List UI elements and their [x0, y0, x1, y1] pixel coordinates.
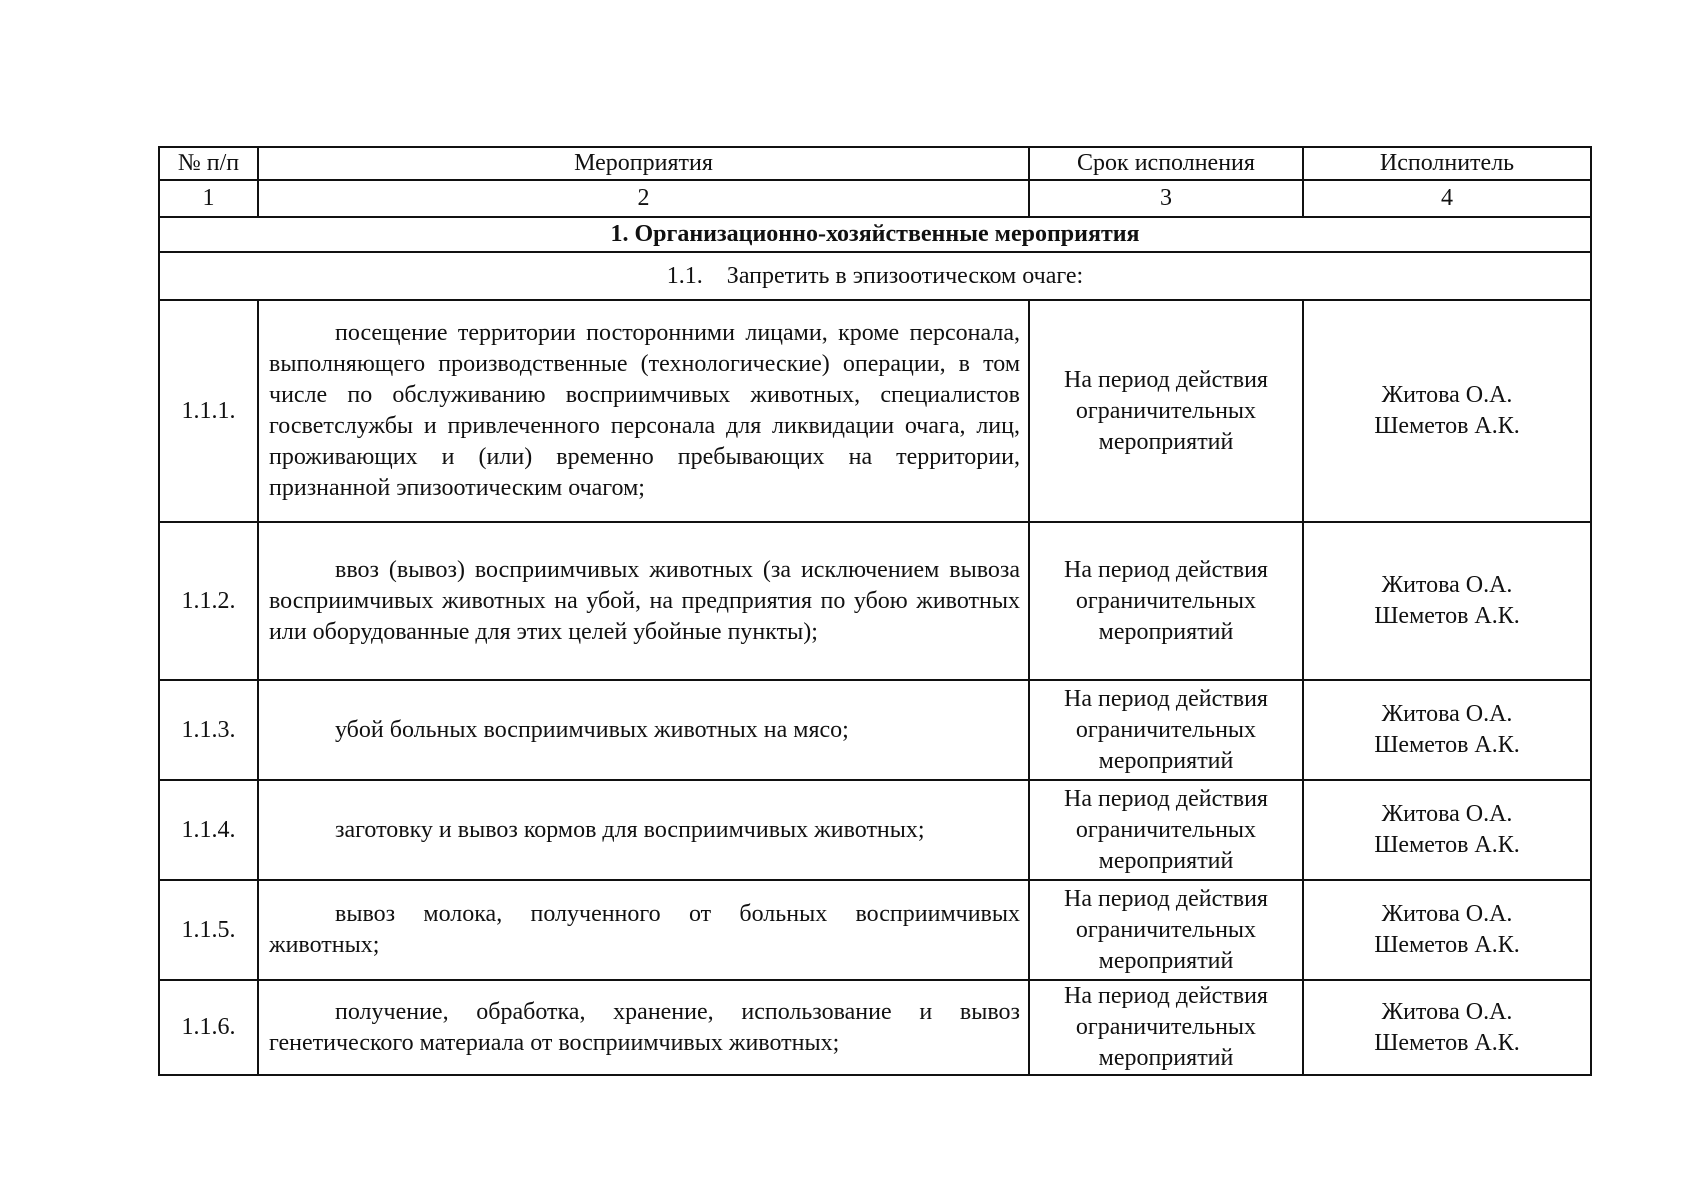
term-line: ограничительных [1075, 816, 1257, 843]
measure-text: получение, обработка, хранение, использование и вывоз генетического материала от восприимчивых животных; [269, 998, 1020, 1056]
column-number: 3 [1029, 180, 1303, 217]
term-line: ограничительных [1075, 397, 1257, 424]
term-line: На период действия [1064, 556, 1268, 583]
header-term: Срок исполнения [1029, 147, 1303, 180]
term-line: ограничительных [1075, 1014, 1257, 1040]
measure-text: ввоз (вывоз) восприимчивых животных (за исключением вывоза восприимчивых животных на убой, на предприятия по убою животных или оборудованные для этих целей убойные пункты); [269, 556, 1020, 645]
header-executor: Исполнитель [1303, 147, 1591, 180]
executor-name: Шеметов А.К. [1374, 732, 1520, 758]
term-cell [1029, 780, 1303, 880]
term-line: мероприятий [1098, 947, 1234, 974]
term-line: ограничительных [1075, 916, 1257, 943]
subsection-row [159, 252, 1591, 300]
executor-name: Шеметов А.К. [1374, 413, 1520, 439]
term-cell [1029, 300, 1303, 522]
term-line: ограничительных [1075, 716, 1257, 743]
term-line: мероприятий [1098, 618, 1234, 645]
executor-cell [1303, 680, 1591, 780]
executor-name: Шеметов А.К. [1374, 1029, 1520, 1056]
measure-description [258, 300, 1029, 522]
executor-cell [1303, 880, 1591, 980]
table-row [159, 680, 1591, 780]
executor-name: Житова О.А. [1381, 801, 1513, 827]
term-line: На период действия [1064, 785, 1268, 812]
term-line: мероприятий [1098, 847, 1234, 874]
measure-description [258, 522, 1029, 680]
term-line: мероприятий [1098, 1045, 1234, 1071]
measure-text: убой больных восприимчивых животных на мясо; [335, 716, 849, 743]
section-title: 1. Организационно-хозяйственные мероприятия [159, 217, 1591, 252]
measure-description [258, 780, 1029, 880]
table-row [159, 522, 1591, 680]
executor-cell [1303, 980, 1591, 1075]
row-number: 1.1.6. [159, 980, 258, 1075]
term-line: На период действия [1064, 983, 1268, 1009]
executor-name: Житова О.А. [1381, 901, 1513, 927]
header-number: № п/п [159, 147, 258, 180]
term-line: мероприятий [1098, 428, 1234, 455]
measure-text: посещение территории посторонними лицами, кроме персонала, выполняющего производственные (технологические) операции, в том числе по обслуживанию восприимчивых животных, специалистов госветслужбы и привлеченного персонала для ликвидации очага, лиц, проживающих и (или) временно пребывающих на территории, признанной эпизоотическим очагом; [269, 320, 1020, 501]
row-number: 1.1.3. [159, 680, 258, 780]
row-number: 1.1.1. [159, 300, 258, 522]
term-cell [1029, 522, 1303, 680]
column-number: 1 [159, 180, 258, 217]
executor-name: Житова О.А. [1381, 382, 1513, 408]
column-number: 2 [258, 180, 1029, 217]
term-line: На период действия [1064, 685, 1268, 712]
section-row [159, 217, 1591, 252]
measure-text: заготовку и вывоз кормов для восприимчивых животных; [335, 816, 925, 843]
column-number-row [159, 180, 1591, 217]
term-line: На период действия [1064, 366, 1268, 393]
table-row [159, 780, 1591, 880]
executor-name: Шеметов А.К. [1374, 832, 1520, 858]
term-cell [1029, 980, 1303, 1075]
header-measures: Мероприятия [258, 147, 1029, 180]
table-row [159, 980, 1591, 1075]
table-row [159, 300, 1591, 522]
column-number: 4 [1303, 180, 1591, 217]
executor-name: Шеметов А.К. [1374, 603, 1520, 629]
measure-description [258, 680, 1029, 780]
subsection-title: 1.1. Запретить в эпизоотическом очаге: [159, 252, 1591, 300]
executor-name: Житова О.А. [1381, 701, 1513, 727]
row-number: 1.1.4. [159, 780, 258, 880]
term-line: ограничительных [1075, 587, 1257, 614]
executor-cell [1303, 780, 1591, 880]
measure-text: вывоз молока, полученного от больных восприимчивых животных; [269, 901, 1020, 958]
term-cell [1029, 880, 1303, 980]
term-cell [1029, 680, 1303, 780]
row-number: 1.1.2. [159, 522, 258, 680]
row-number: 1.1.5. [159, 880, 258, 980]
executor-name: Шеметов А.К. [1374, 932, 1520, 958]
executor-cell [1303, 300, 1591, 522]
term-line: На период действия [1064, 885, 1268, 912]
measures-table [158, 146, 1592, 1076]
executor-cell [1303, 522, 1591, 680]
table-row [159, 880, 1591, 980]
term-line: мероприятий [1098, 747, 1234, 774]
measure-description [258, 880, 1029, 980]
executor-name: Житова О.А. [1381, 572, 1513, 598]
table-header-row [159, 147, 1591, 180]
measure-description [258, 980, 1029, 1075]
executor-name: Житова О.А. [1381, 998, 1513, 1025]
